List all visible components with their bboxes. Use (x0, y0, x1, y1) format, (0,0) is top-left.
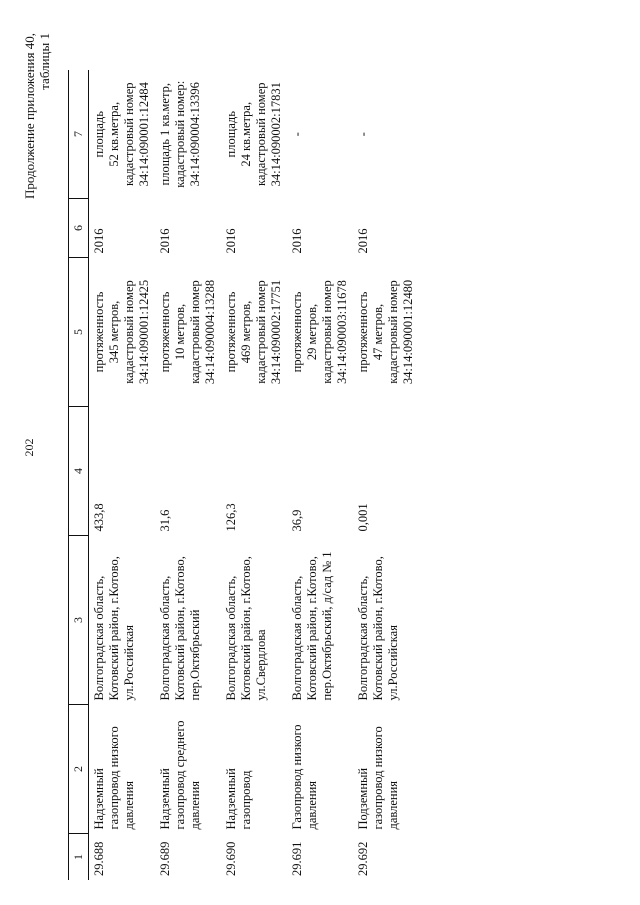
row-address: Волгоградская область, Котовский район, г.Котово, пер.Октябрьский, д/сад № 1 (290, 551, 334, 701)
row-year: 2016 (290, 228, 304, 254)
row-extra-line: кадастровый номер (254, 82, 268, 187)
row-extra (89, 70, 156, 199)
header-row (69, 70, 89, 880)
row-extra (155, 70, 221, 199)
row-name: Надземный газопровод (224, 768, 253, 830)
page-number: 202 (22, 438, 36, 457)
row-value: 433,8 (92, 503, 106, 532)
row-number: 29.689 (158, 841, 172, 876)
row-number: 29.688 (92, 841, 106, 876)
row-description-line: 345 метров, (107, 300, 121, 364)
caption-line-1: Продолжение приложения 40, (22, 33, 37, 200)
row-description-line: кадастровый номер (386, 280, 400, 384)
row-extra-line: 24 кв.метра, (239, 101, 253, 167)
row-number: 29.691 (290, 841, 304, 876)
row-description-line: 34:14:090001:12425 (137, 279, 151, 385)
row-name: Надземный газопровод среднего давления (158, 720, 202, 830)
row-address: Волгоградская область, Котовский район, г.Котово, ул.Российская (92, 556, 136, 701)
row-year: 2016 (158, 228, 172, 254)
row-description-line: 469 метров, (239, 300, 253, 364)
property-table (68, 70, 419, 880)
row-description-line: 47 метров, (371, 303, 385, 361)
rotated-page (22, 15, 612, 880)
row-extra-line: - (290, 132, 304, 137)
table-row (155, 70, 221, 880)
row-number: 29.692 (356, 841, 370, 876)
row-value: 31,6 (158, 509, 172, 532)
row-description (89, 258, 156, 407)
row-extra (221, 70, 287, 199)
row-extra-line: 34:14:090002:17831 (269, 82, 283, 187)
row-address: Волгоградская область, Котовский район, г.Котово, ул.Российская (356, 556, 400, 701)
row-description-line: кадастровый номер (254, 280, 268, 384)
row-extra-line: 34:14:090001:12484 (137, 82, 151, 187)
row-description (287, 258, 353, 407)
row-description-line: кадастровый номер (188, 280, 202, 384)
row-extra-line: 34:14:090004:13396 (188, 82, 202, 187)
row-extra-line: - (356, 132, 370, 137)
row-description-line: протяженность (290, 291, 304, 373)
col-header-5: 5 (69, 258, 89, 407)
table-row (89, 70, 156, 880)
row-address: Волгоградская область, Котовский район, г.Котово, ул.Свердлова (224, 556, 268, 701)
row-extra-line: кадастровый номер (122, 82, 136, 187)
row-description (221, 258, 287, 407)
caption-line-2: таблицы 1 (37, 33, 52, 90)
col-header-1: 1 (69, 834, 89, 881)
row-extra-line: площадь 1 кв.метр, (158, 83, 172, 186)
row-value: 126,3 (224, 503, 238, 532)
row-extra-line: кадастровый номер: (173, 80, 187, 188)
row-year: 2016 (356, 228, 370, 254)
row-name: Надземный газопровод низкого давления (92, 726, 136, 830)
row-value: 0,001 (356, 503, 370, 532)
row-description-line: 34:14:090004:13288 (203, 279, 217, 385)
row-description-line: протяженность (92, 291, 106, 373)
row-name: Подземный газопровод низкого давления (356, 726, 400, 830)
row-year: 2016 (224, 228, 238, 254)
row-address: Волгоградская область, Котовский район, г.Котово, пер.Октябрьский (158, 556, 202, 701)
row-extra-line: 52 кв.метра, (107, 101, 121, 167)
row-description-line: протяженность (356, 291, 370, 373)
row-description-line: кадастровый номер (320, 280, 334, 384)
table-caption (22, 33, 52, 199)
col-header-3: 3 (69, 536, 89, 705)
row-description-line: 34:14:090002:17751 (269, 279, 283, 385)
row-description-line: кадастровый номер (122, 280, 136, 384)
row-description-line: 29 метров, (305, 303, 319, 361)
row-description (353, 258, 419, 407)
col-header-4: 4 (69, 407, 89, 536)
row-description-line: протяженность (158, 291, 172, 373)
row-description-line: 10 метров, (173, 303, 187, 361)
table-body (89, 70, 420, 880)
row-extra (353, 70, 419, 199)
col-header-7: 7 (69, 70, 89, 199)
row-extra-line: площадь (224, 111, 238, 158)
col-header-2: 2 (69, 705, 89, 834)
col-header-6: 6 (69, 199, 89, 258)
table-row (287, 70, 353, 880)
row-number: 29.690 (224, 841, 238, 876)
row-value: 36,9 (290, 509, 304, 532)
row-description-line: 34:14:090001:12480 (401, 279, 415, 385)
row-extra (287, 70, 353, 199)
row-name: Газопровод низкого давления (290, 724, 319, 830)
row-description-line: протяженность (224, 291, 238, 373)
table-row (353, 70, 419, 880)
row-year: 2016 (92, 228, 106, 254)
row-description (155, 258, 221, 407)
table-row (221, 70, 287, 880)
row-extra-line: площадь (92, 111, 106, 158)
row-description-line: 34:14:090003:11678 (335, 280, 349, 384)
